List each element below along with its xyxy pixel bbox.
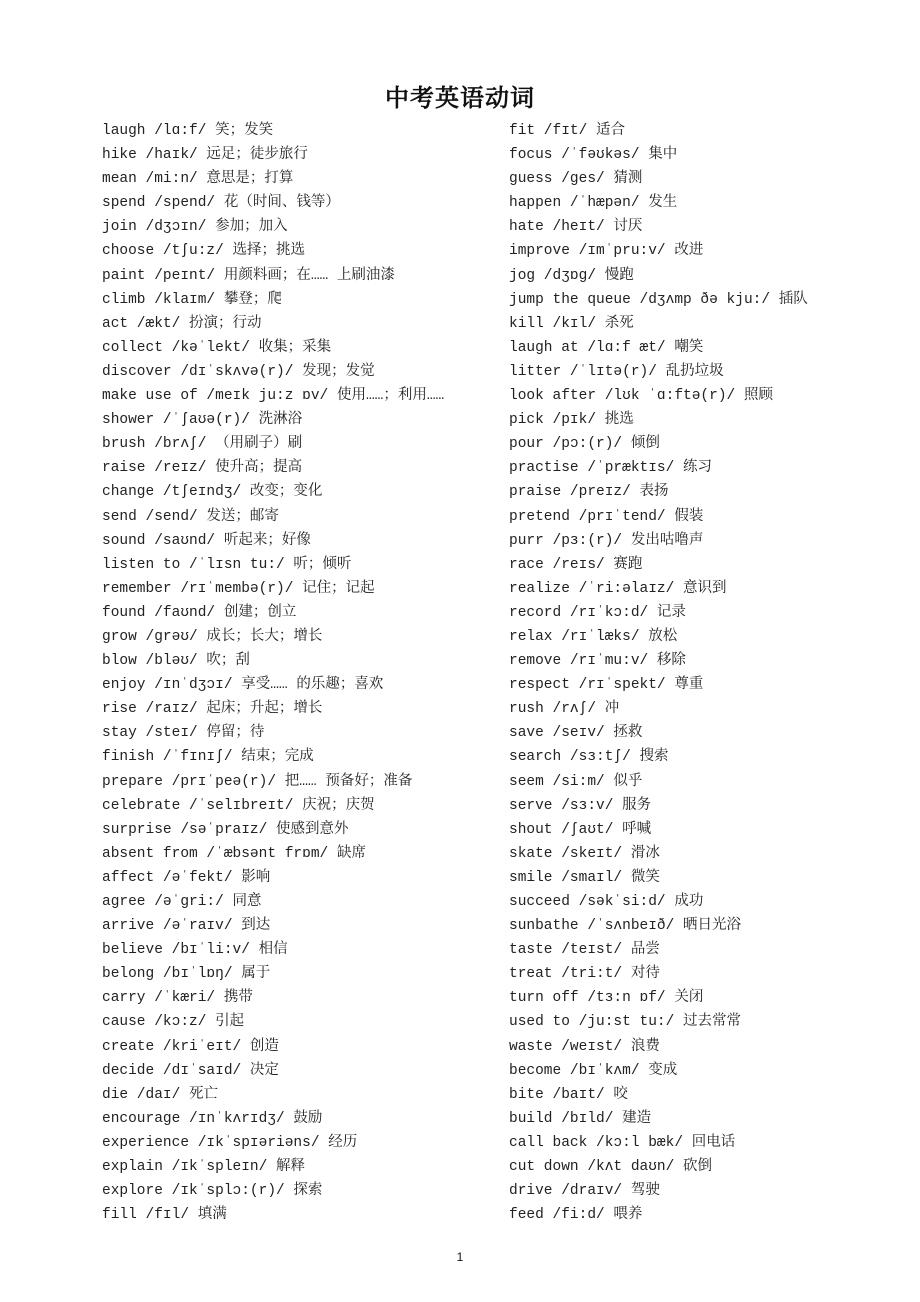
vocab-entry: change /tʃeɪndʒ/ 改变；变化 — [102, 484, 323, 501]
vocab-entry: raise /reɪz/ 使升高；提高 — [102, 460, 303, 477]
vocab-entry: laugh /lɑ:f/ 笑；发笑 — [102, 123, 274, 139]
vocab-entry: become /bɪˈkʌm/ 变成 — [509, 1062, 678, 1079]
vocab-entry: experience /ɪkˈspɪəriəns/ 经历 — [102, 1134, 358, 1151]
vocab-entry: finish /ˈfɪnɪʃ/ 结束；完成 — [102, 749, 314, 766]
vocab-entry: enjoy /ɪnˈdʒɔɪ/ 享受…… 的乐趣；喜欢 — [102, 677, 384, 694]
vocab-entry: remove /rɪˈmu:v/ 移除 — [509, 653, 686, 670]
vocab-entry: prepare /prɪˈpeə(r)/ 把…… 预备好；准备 — [102, 773, 413, 790]
vocab-entry: rush /rʌʃ/ 冲 — [509, 701, 620, 718]
vocab-entry: stay /steɪ/ 停留；待 — [102, 725, 265, 742]
vocab-entry: waste /weɪst/ 浪费 — [509, 1038, 660, 1055]
vocab-entry: turn off /tɜ:n ɒf/ 关闭 — [509, 990, 704, 1007]
vocab-entry: realize /ˈri:əlaɪz/ 意识到 — [509, 580, 727, 597]
vocab-entry: practise /ˈpræktɪs/ 练习 — [509, 460, 713, 477]
vocab-entry: celebrate /ˈselɪbreɪt/ 庆祝；庆贺 — [102, 797, 375, 814]
vocab-entry: fit /fɪt/ 适合 — [509, 123, 626, 139]
vocab-entry: jump the queue /dʒʌmp ðə kju:/ 插队 — [509, 291, 808, 308]
vocab-entry: succeed /səkˈsi:d/ 成功 — [509, 894, 704, 910]
vocab-entry: decide /dɪˈsaɪd/ 决定 — [102, 1062, 279, 1079]
vocab-entry: choose /tʃu:z/ 选择；挑选 — [102, 243, 306, 260]
vocab-entry: taste /teɪst/ 品尝 — [509, 942, 660, 959]
vocab-entry: improve /ɪmˈpru:v/ 改进 — [509, 243, 704, 260]
vocab-entry: collect /kəˈlekt/ 收集；采集 — [102, 339, 332, 356]
vocab-entry: affect /əˈfekt/ 影响 — [102, 869, 271, 886]
vocab-entry: explain /ɪkˈspleɪn/ 解释 — [102, 1159, 306, 1176]
vocab-entry: skate /skeɪt/ 滑冰 — [509, 845, 660, 862]
vocab-entry: kill /kɪl/ 杀死 — [509, 315, 634, 332]
vocab-entry: sunbathe /ˈsʌnbeɪð/ 晒日光浴 — [509, 918, 742, 935]
vocab-entry: hike /haɪk/ 远足；徒步旅行 — [102, 147, 308, 164]
vocab-entry: found /faʊnd/ 创建；创立 — [102, 604, 297, 621]
vocab-entry: focus /ˈfəʊkəs/ 集中 — [509, 147, 678, 164]
page-title: 中考英语动词 — [385, 84, 535, 112]
vocab-entry: respect /rɪˈspekt/ 尊重 — [509, 677, 704, 694]
vocab-entry: make use of /meɪk ju:z ɒv/ 使用……；利用…… — [102, 388, 445, 405]
vocab-entry: spend /spend/ 花（时间、钱等） — [102, 195, 340, 212]
vocab-entry: record /rɪˈkɔ:d/ 记录 — [509, 604, 686, 621]
vocab-entry: jog /dʒɒg/ 慢跑 — [509, 267, 634, 284]
vocab-entry: shower /ˈʃaʊə(r)/ 洗淋浴 — [102, 412, 303, 429]
vocab-entry: cut down /kʌt daʊn/ 砍倒 — [509, 1159, 713, 1176]
vocab-entry: arrive /əˈraɪv/ 到达 — [102, 918, 271, 935]
vocab-entry: laugh at /lɑ:f æt/ 嘲笑 — [509, 339, 704, 356]
vocab-entry: pretend /prɪˈtend/ 假装 — [509, 508, 704, 525]
vocab-entry: blow /bləʊ/ 吹；刮 — [102, 653, 250, 670]
vocab-entry: remember /rɪˈmembə(r)/ 记住；记起 — [102, 580, 375, 597]
vocab-entry: happen /ˈhæpən/ 发生 — [509, 195, 678, 212]
vocab-entry: serve /sɜ:v/ 服务 — [509, 797, 652, 814]
vocab-entry: used to /ju:st tu:/ 过去常常 — [509, 1014, 742, 1031]
vocab-entry: litter /ˈlɪtə(r)/ 乱扔垃圾 — [509, 363, 724, 380]
vocab-entry: absent from /ˈæbsənt frɒm/ 缺席 — [102, 845, 366, 862]
vocab-entry: relax /rɪˈlæks/ 放松 — [509, 628, 678, 645]
vocab-entry: believe /bɪˈli:v/ 相信 — [102, 942, 288, 959]
vocab-entry: feed /fi:d/ 喂养 — [509, 1207, 643, 1224]
vocab-entry: cause /kɔ:z/ 引起 — [102, 1014, 245, 1031]
vocab-entry: grow /grəʊ/ 成长；长大；增长 — [102, 628, 323, 645]
vocab-entry: climb /klaɪm/ 攀登；爬 — [102, 291, 282, 308]
vocab-entry: praise /preɪz/ 表扬 — [509, 484, 669, 501]
vocab-entry: encourage /ɪnˈkʌrɪdʒ/ 鼓励 — [102, 1110, 323, 1127]
vocab-entry: hate /heɪt/ 讨厌 — [509, 219, 643, 236]
vocab-entry: mean /mi:n/ 意思是；打算 — [102, 171, 294, 188]
vocab-entry: bite /baɪt/ 咬 — [509, 1086, 628, 1103]
vocab-entry: brush /brʌʃ/ （用刷子）刷 — [102, 436, 303, 453]
vocab-entry: belong /bɪˈlɒŋ/ 属于 — [102, 966, 271, 983]
vocab-entry: save /seɪv/ 拯救 — [509, 725, 643, 742]
vocab-entry: call back /kɔ:l bæk/ 回电话 — [509, 1134, 736, 1151]
vocab-entry: sound /saʊnd/ 听起来；好像 — [102, 532, 311, 549]
vocab-entry: search /sɜ:tʃ/ 搜索 — [509, 749, 669, 766]
vocab-entry: discover /dɪˈskʌvə(r)/ 发现；发觉 — [102, 363, 375, 380]
vocab-entry: drive /draɪv/ 驾驶 — [509, 1183, 660, 1200]
vocab-entry: pick /pɪk/ 挑选 — [509, 412, 634, 429]
vocab-entry: carry /ˈkæri/ 携带 — [102, 990, 253, 1007]
vocab-entry: fill /fɪl/ 填满 — [102, 1207, 227, 1224]
vocab-entry: act /ækt/ 扮演；行动 — [102, 315, 262, 332]
vocab-entry: race /reɪs/ 赛跑 — [509, 556, 643, 573]
vocab-entry: guess /ges/ 猜测 — [509, 171, 643, 188]
vocab-entry: treat /tri:t/ 对待 — [509, 966, 660, 983]
vocab-entry: create /kriˈeɪt/ 创造 — [102, 1038, 279, 1055]
vocab-entry: die /daɪ/ 死亡 — [102, 1086, 219, 1103]
vocab-entry: rise /raɪz/ 起床；升起；增长 — [102, 701, 323, 718]
vocab-entry: listen to /ˈlɪsn tu:/ 听；倾听 — [102, 556, 352, 573]
vocab-entry: look after /lʊk ˈɑ:ftə(r)/ 照顾 — [509, 388, 773, 405]
vocab-entry: send /send/ 发送；邮寄 — [102, 508, 279, 525]
page-number: 1 — [456, 1250, 464, 1264]
vocab-entry: join /dʒɔɪn/ 参加；加入 — [102, 219, 288, 236]
vocab-entry: seem /si:m/ 似乎 — [509, 773, 643, 790]
vocab-entry: explore /ɪkˈsplɔ:(r)/ 探索 — [102, 1183, 323, 1200]
vocab-entry: pour /pɔ:(r)/ 倾倒 — [509, 436, 660, 453]
vocab-entry: purr /pɜ:(r)/ 发出咕噜声 — [509, 532, 704, 549]
vocab-entry: smile /smaɪl/ 微笑 — [509, 869, 660, 886]
vocab-entry: agree /əˈgri:/ 同意 — [102, 894, 262, 910]
vocab-column-right — [509, 119, 889, 1227]
vocab-column-left — [102, 119, 502, 1227]
vocab-entry: paint /peɪnt/ 用颜料画；在…… 上刷油漆 — [102, 267, 395, 284]
vocab-entry: build /bɪld/ 建造 — [509, 1110, 652, 1127]
vocab-entry: surprise /səˈpraɪz/ 使感到意外 — [102, 821, 349, 838]
vocab-entry: shout /ʃaʊt/ 呼喊 — [509, 821, 652, 838]
